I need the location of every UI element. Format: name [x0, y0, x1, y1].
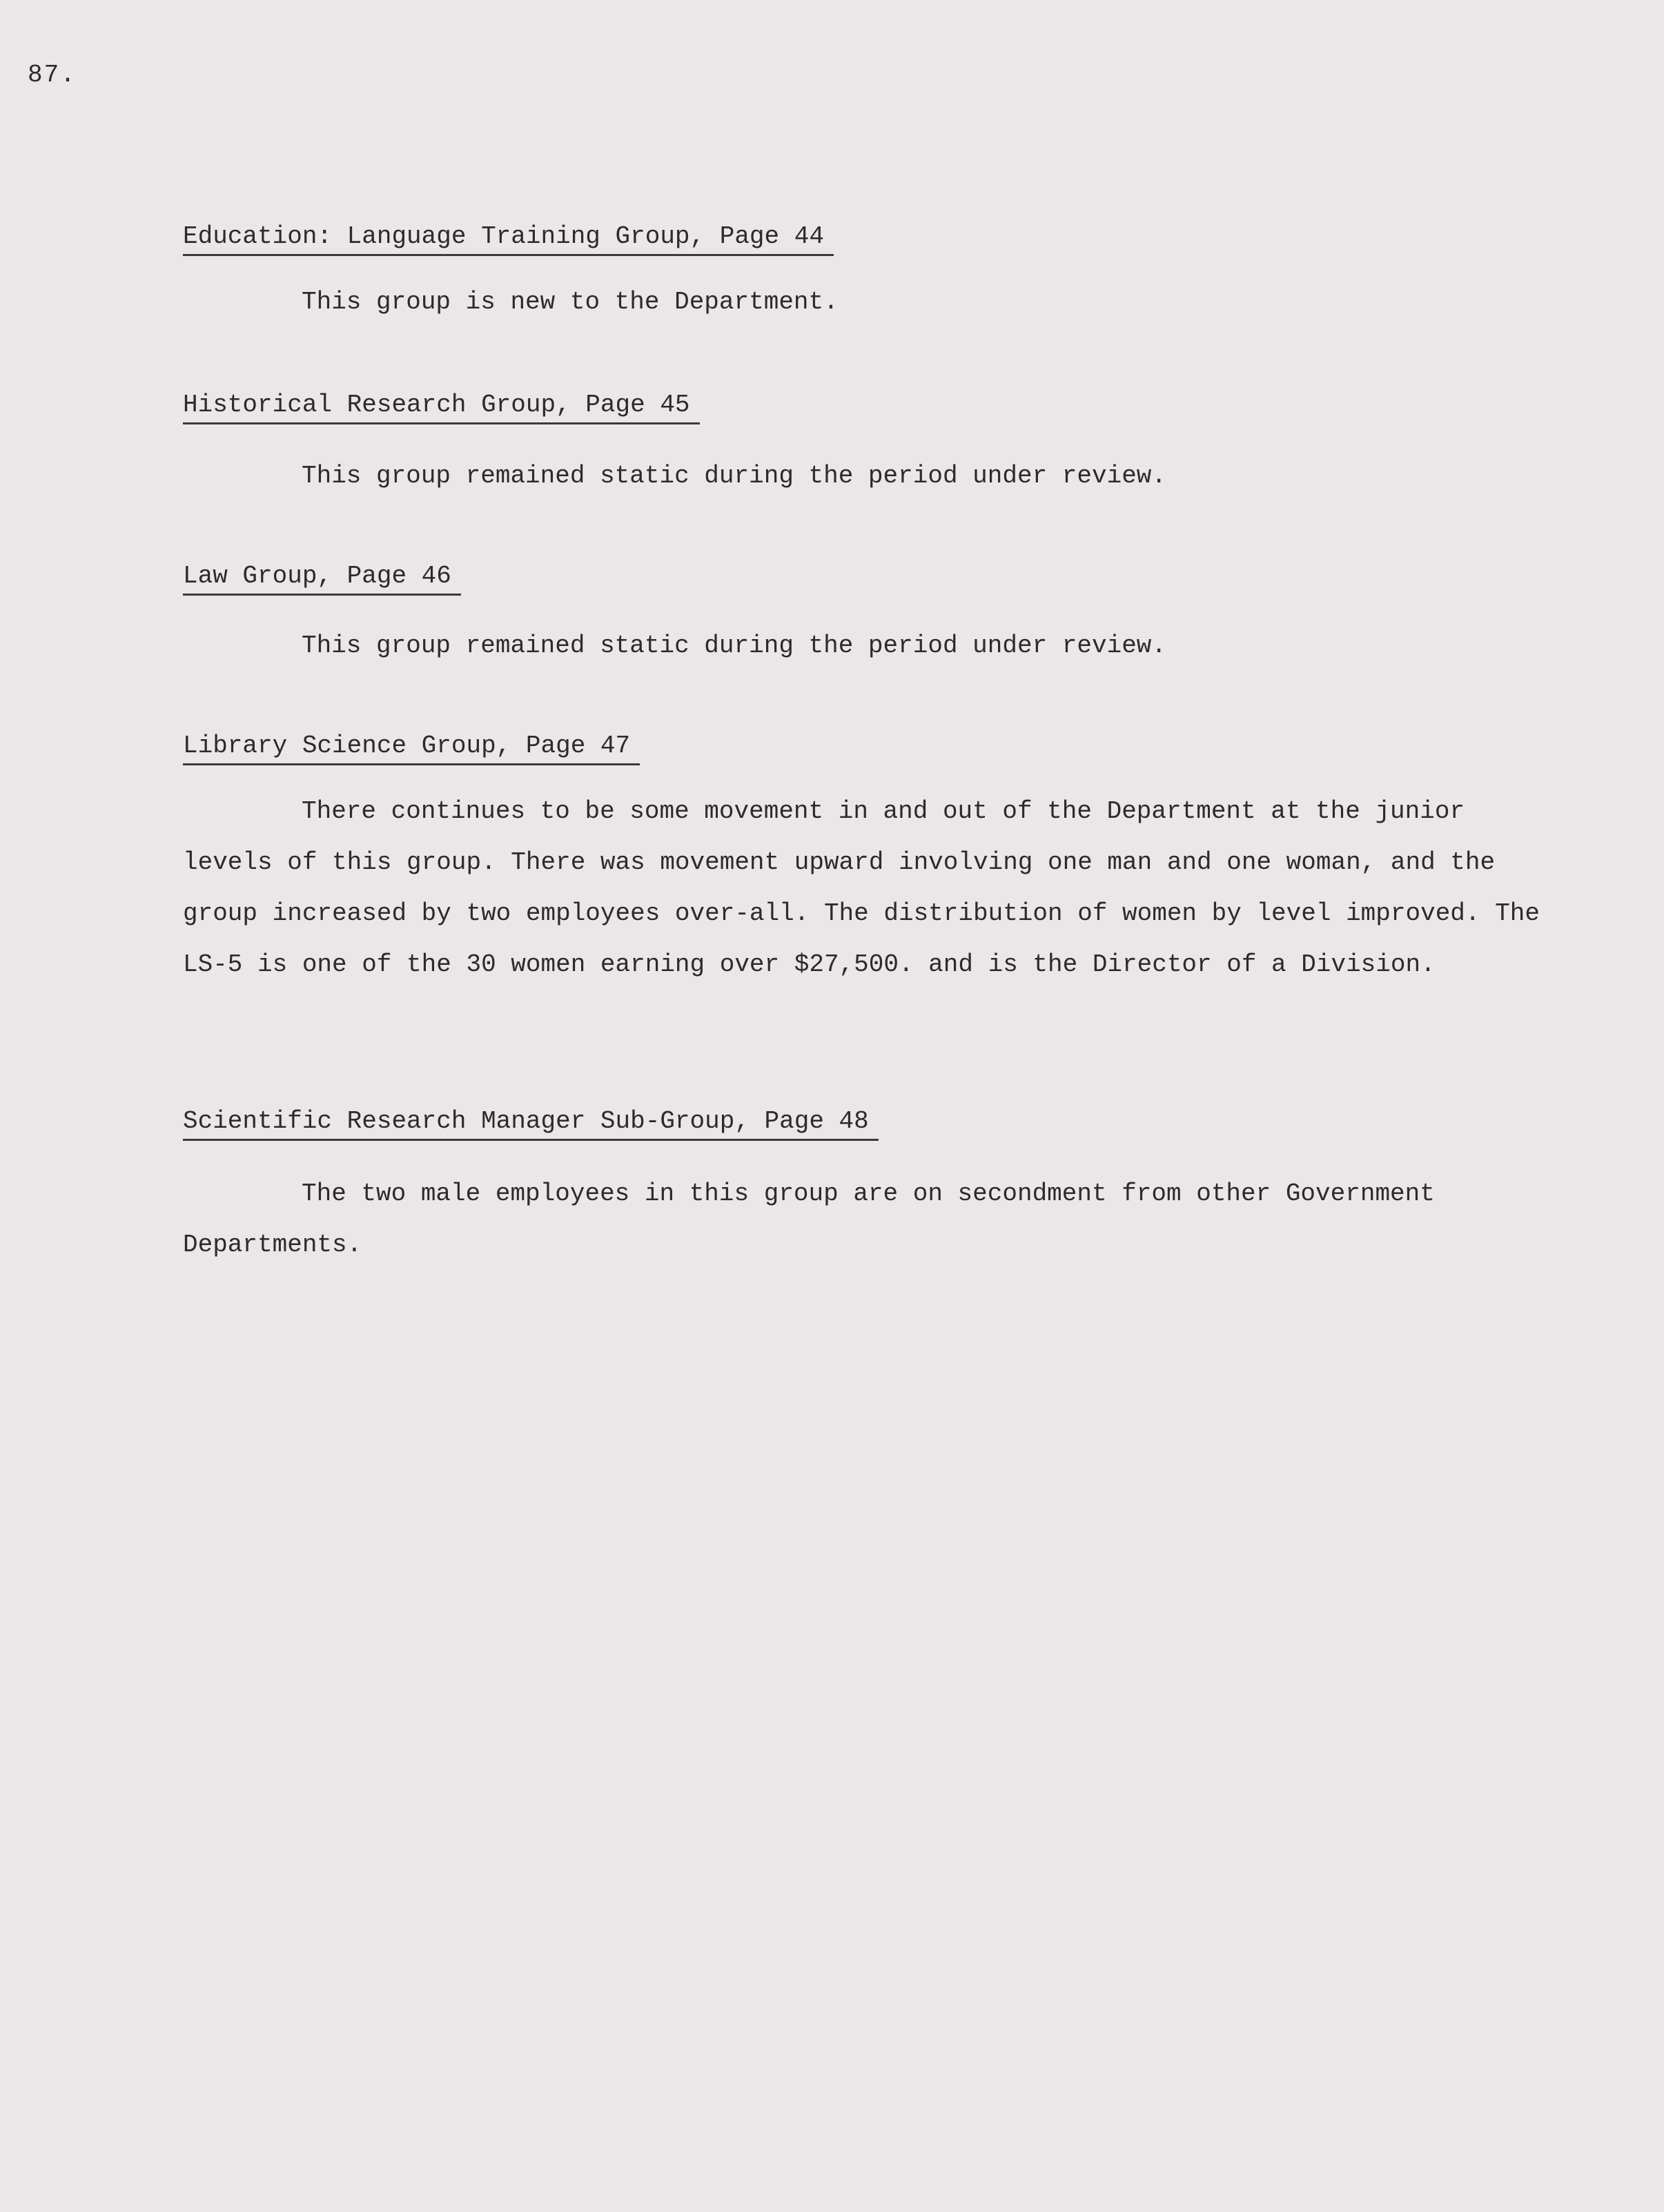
- section-law: [183, 559, 1556, 672]
- section-library-science: [183, 729, 1556, 990]
- section-scientific-research-manager: [183, 1104, 1556, 1271]
- section-body: The two male employees in this group are on secondment from other Government Departments.: [183, 1180, 1435, 1259]
- section-historical-research: [183, 388, 1556, 502]
- section-body: This group remained static during the period under review.: [302, 462, 1167, 490]
- section-body: This group is new to the Department.: [302, 288, 839, 316]
- page-number: 87.: [28, 61, 77, 89]
- section-heading: Scientific Research Manager Sub-Group, Page 48: [183, 1104, 879, 1141]
- section-heading: Historical Research Group, Page 45: [183, 388, 700, 424]
- section-body: There continues to be some movement in and out of the Department at the junior levels of this group. There was movement upward involving one man and one woman, and the group increased by two employees over-all. The distribution of women by level improved. The LS-5 is one of the 30 women earning over $27,500. and is the Director of a Division.: [183, 797, 1540, 979]
- section-language-training: [183, 219, 1556, 328]
- section-heading: Education: Language Training Group, Page 44: [183, 219, 834, 256]
- section-heading: Library Science Group, Page 47: [183, 729, 640, 765]
- section-heading: Law Group, Page 46: [183, 559, 461, 596]
- section-body: This group remained static during the period under review.: [302, 632, 1167, 660]
